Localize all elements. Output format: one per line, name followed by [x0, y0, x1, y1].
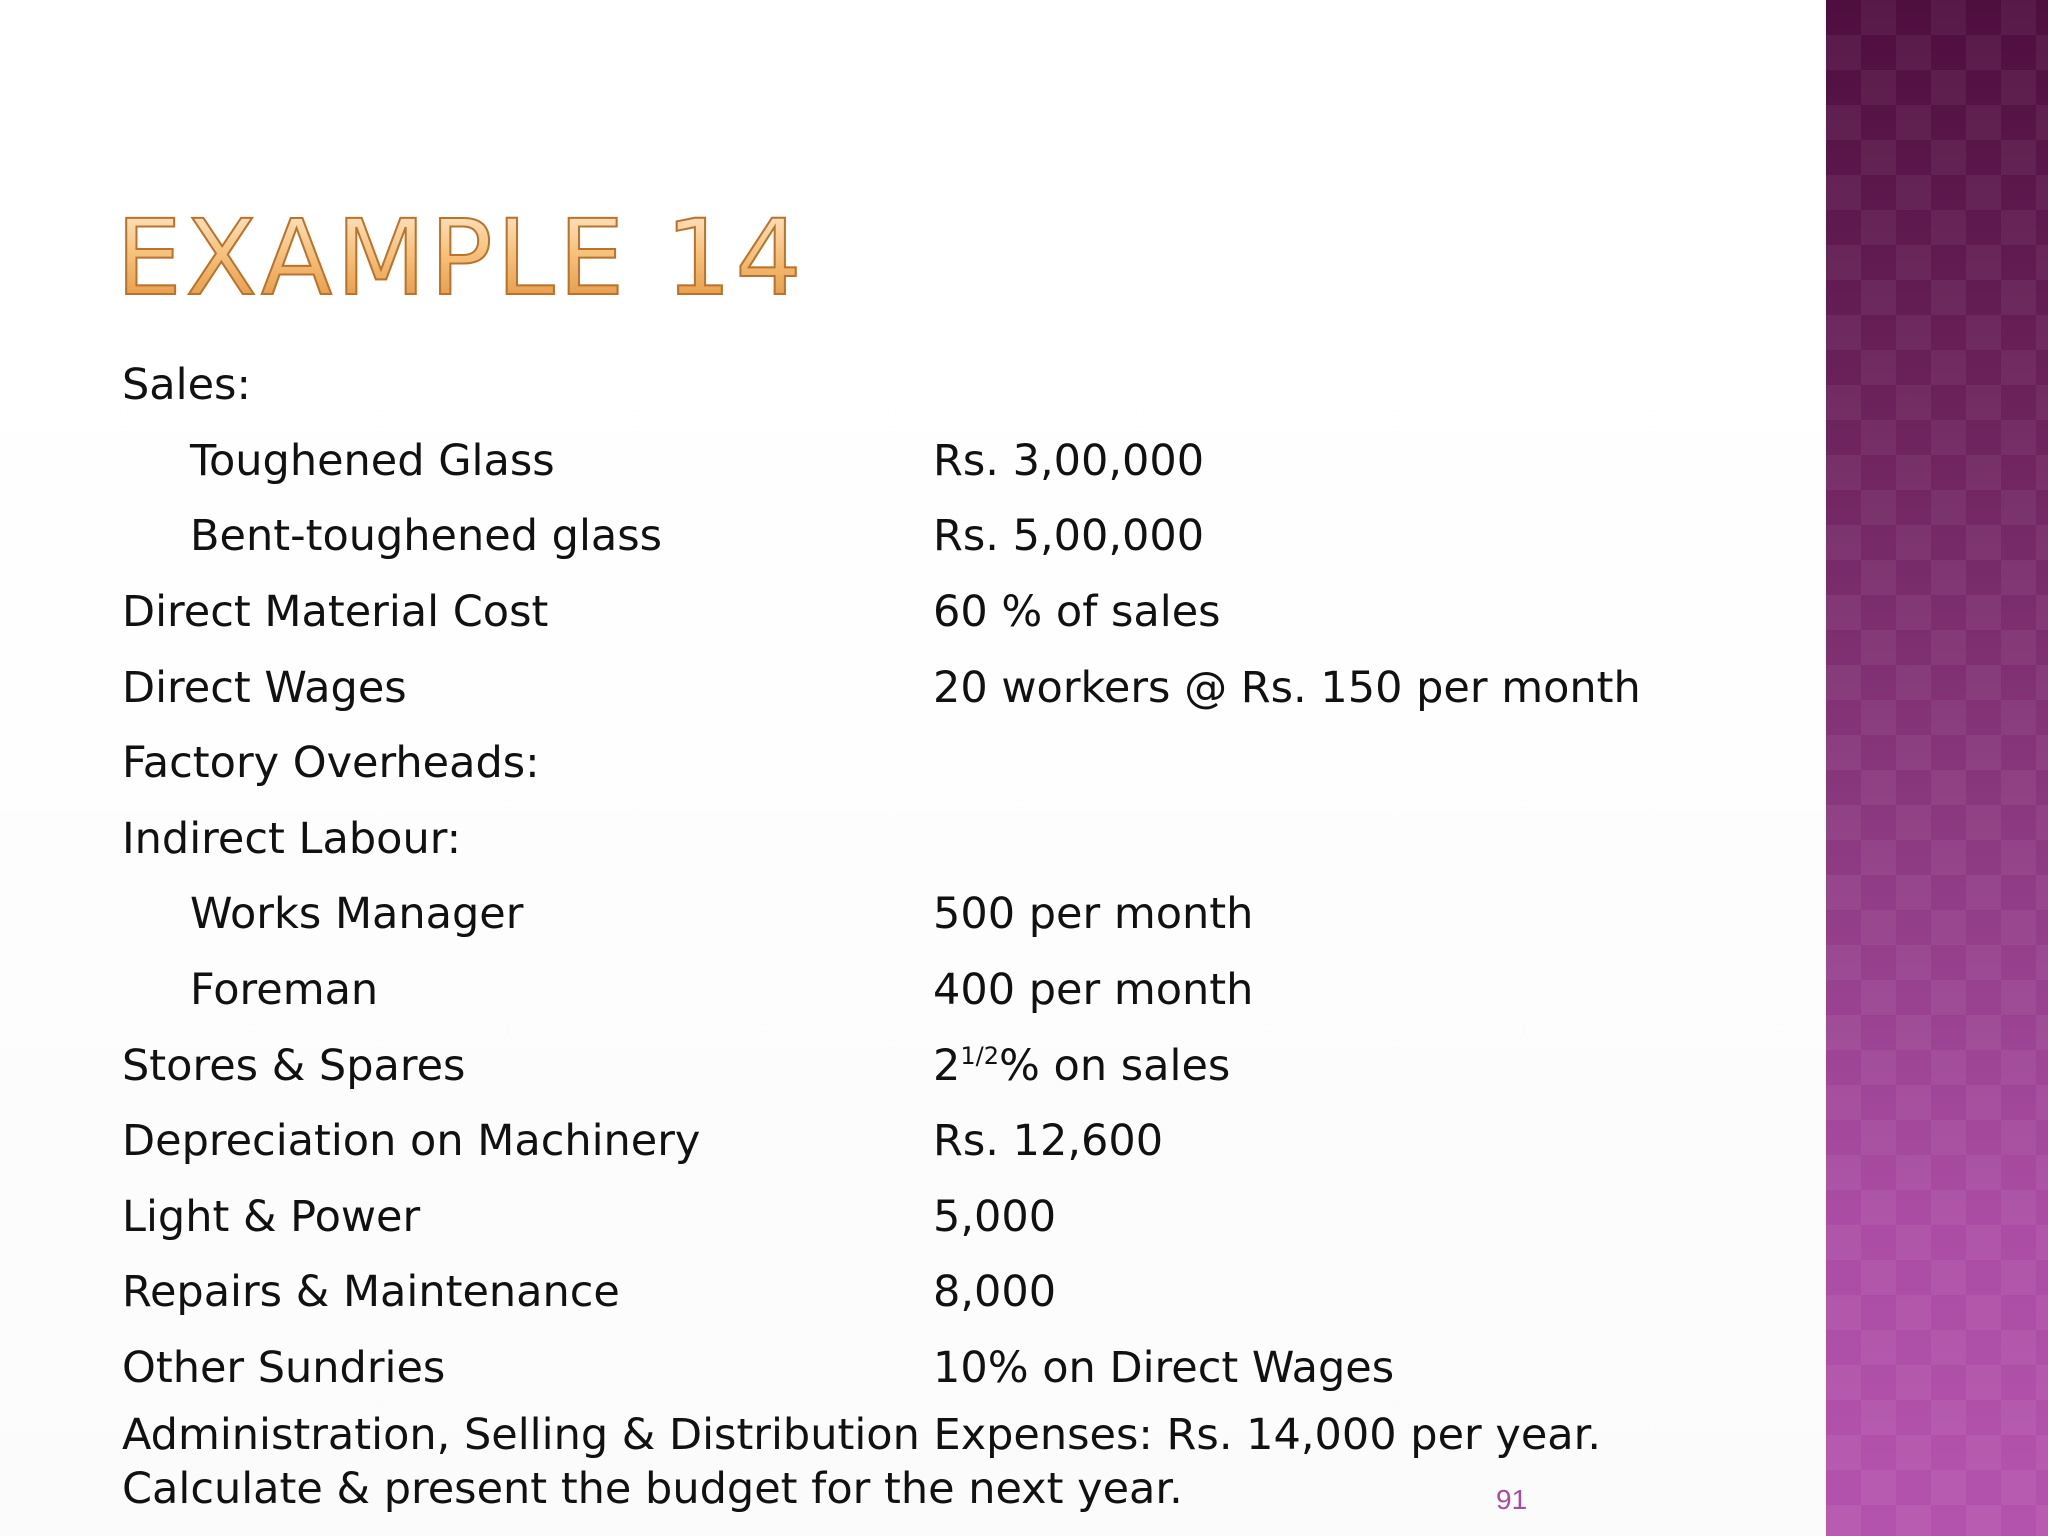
row-label: Repairs & Maintenance — [122, 1267, 620, 1318]
value-fraction-superscript: 1/2 — [960, 1041, 999, 1070]
row-value: 5,000 — [933, 1191, 1057, 1242]
row-label: Direct Wages — [122, 662, 407, 713]
row-value: 500 per month — [933, 889, 1254, 940]
row-label: Sales: — [122, 360, 251, 411]
row-label: Foreman — [190, 965, 379, 1016]
value-whole-number: 2 — [933, 1040, 961, 1091]
row-value: 10% on Direct Wages — [933, 1343, 1395, 1394]
page-number: 91 — [1496, 1484, 1528, 1515]
list-item-indirect-labour-heading — [122, 802, 1772, 878]
list-item-foreman — [122, 953, 1772, 1029]
row-label: Factory Overheads: — [122, 738, 540, 789]
admin-expenses-line: Administration, Selling & Distribution Expenses: Rs. 14,000 per year. — [122, 1410, 1602, 1460]
row-value: Rs. 12,600 — [933, 1116, 1164, 1167]
page-title: EXAMPLE 14 — [116, 197, 806, 319]
list-item-sales-heading — [122, 348, 1772, 424]
row-label: Depreciation on Machinery — [122, 1116, 701, 1167]
budget-data-list — [122, 348, 1772, 1406]
list-item-stores-spares — [122, 1028, 1772, 1104]
row-label: Other Sundries — [122, 1343, 446, 1394]
list-item-depreciation — [122, 1104, 1772, 1180]
list-item-works-manager — [122, 877, 1772, 953]
sidebar-pattern — [1826, 0, 2048, 1536]
row-value: Rs. 5,00,000 — [933, 511, 1205, 562]
list-item-toughened-glass — [122, 424, 1772, 500]
row-label: Bent-toughened glass — [190, 511, 663, 562]
row-value: 60 % of sales — [933, 587, 1221, 638]
instruction-line: Calculate & present the budget for the next year. — [122, 1464, 1183, 1514]
decorative-sidebar — [1826, 0, 2048, 1536]
list-item-factory-overheads-heading — [122, 726, 1772, 802]
row-label: Stores & Spares — [122, 1040, 466, 1091]
row-value: 400 per month — [933, 965, 1254, 1016]
row-label: Direct Material Cost — [122, 587, 549, 638]
row-value: 8,000 — [933, 1267, 1057, 1318]
list-item-other-sundries — [122, 1331, 1772, 1407]
row-value — [933, 1040, 1231, 1091]
row-value: Rs. 3,00,000 — [933, 435, 1205, 486]
list-item-direct-wages — [122, 650, 1772, 726]
list-item-bent-toughened-glass — [122, 499, 1772, 575]
row-value: 20 workers @ Rs. 150 per month — [933, 662, 1641, 713]
value-suffix: % on sales — [998, 1040, 1231, 1091]
row-label: Light & Power — [122, 1191, 421, 1242]
list-item-light-power — [122, 1180, 1772, 1256]
row-label: Indirect Labour: — [122, 813, 462, 864]
row-label: Toughened Glass — [190, 435, 555, 486]
list-item-direct-material-cost — [122, 575, 1772, 651]
list-item-repairs-maintenance — [122, 1255, 1772, 1331]
row-label: Works Manager — [190, 889, 524, 940]
footer-text — [122, 1408, 1601, 1516]
